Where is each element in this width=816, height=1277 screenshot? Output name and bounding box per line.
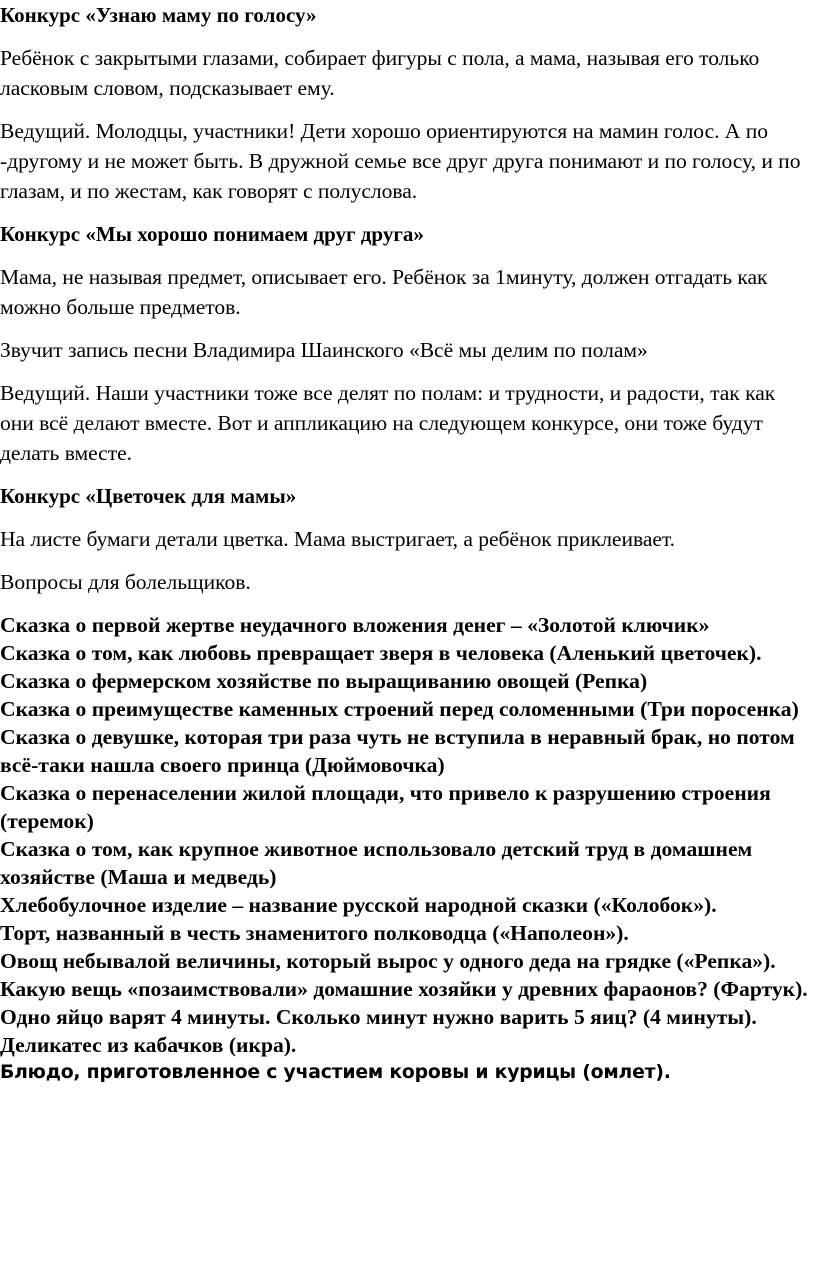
question-item: Торт, названный в честь знаменитого полководца («Наполеон»).	[0, 921, 629, 945]
question-item: Сказка о фермерском хозяйстве по выращиванию овощей (Репка)	[0, 669, 648, 693]
paragraph-song-note: Звучит запись песни Владимира Шаинского «Всё мы делим по полам»	[0, 338, 648, 362]
paragraph-voice-rules: Ребёнок с закрытыми глазами, собирает фигуры с пола, а мама, называя его только ласковым словом, подсказывает ему.	[0, 46, 760, 100]
question-item: Сказка о перенаселении жилой площади, что привело к разрушению строения (теремок)	[0, 781, 771, 833]
contest-heading-understand: Конкурс «Мы хорошо понимаем друг друга»	[0, 222, 424, 246]
contest-heading-voice: Конкурс «Узнаю маму по голосу»	[0, 3, 317, 27]
paragraph-host-remarks-1: Ведущий. Молодцы, участники! Дети хорошо ориентируются на мамин голос. А по -другому и не может быть. В дружной семье все друг друга понимают и по голосу, и по глазам, и по жестам, как говорят с полуслова.	[0, 119, 801, 203]
question-item: Хлебобулочное изделие – название русской народной сказки («Колобок»).	[0, 893, 717, 917]
contest-heading-flower: Конкурс «Цветочек для мамы»	[0, 484, 297, 508]
question-item: Какую вещь «позаимствовали» домашние хозяйки у древних фараонов? (Фартук).	[0, 977, 808, 1001]
question-item: Блюдо, приготовленное с участием коровы и курицы (омлет).	[0, 1062, 671, 1083]
question-item: Сказка о преимуществе каменных строений перед соломенными (Три поросенка)	[0, 697, 799, 721]
question-item: Деликатес из кабачков (икра).	[0, 1033, 297, 1057]
question-item: Сказка о первой жертве неудачного вложения денег – «Золотой ключик»	[0, 613, 710, 637]
paragraph-fans-questions-intro: Вопросы для болельщиков.	[0, 570, 251, 594]
paragraph-describe-rules: Мама, не называя предмет, описывает его. Ребёнок за 1минуту, должен отгадать как можно больше предметов.	[0, 265, 768, 319]
fans-questions-list	[0, 611, 814, 1087]
paragraph-flower-rules: На листе бумаги детали цветка. Мама выстригает, а ребёнок приклеивает.	[0, 527, 676, 551]
paragraph-host-remarks-2: Ведущий. Наши участники тоже все делят по полам: и трудности, и радости, так как они всё делают вместе. Вот и аппликацию на следующем конкурсе, они тоже будут делать вместе.	[0, 381, 776, 465]
question-item: Овощ небывалой величины, который вырос у одного деда на грядке («Репка»).	[0, 949, 776, 973]
question-item: Одно яйцо варят 4 минуты. Сколько минут нужно варить 5 яиц? (4 минуты).	[0, 1005, 757, 1029]
question-item: Сказка о том, как крупное животное использовало детский труд в домашнем хозяйстве (Маша и медведь)	[0, 837, 753, 889]
question-item: Сказка о девушке, которая три раза чуть не вступила в неравный брак, но потом всё-таки нашла своего принца (Дюймовочка)	[0, 725, 795, 777]
question-item: Сказка о том, как любовь превращает зверя в человека (Аленький цветочек).	[0, 641, 762, 665]
